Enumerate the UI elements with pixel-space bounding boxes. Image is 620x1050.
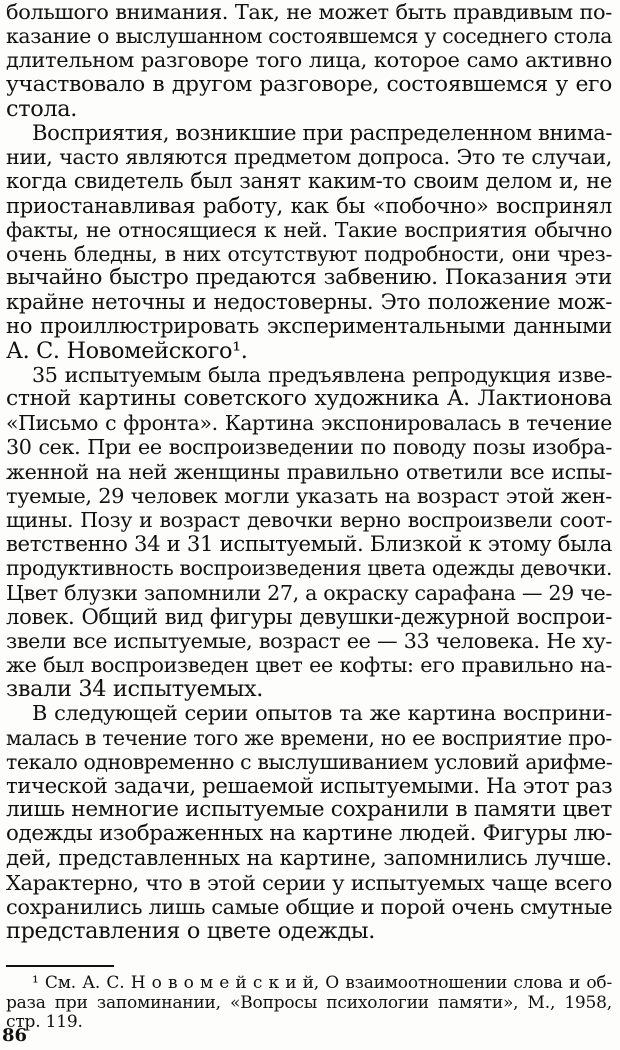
- text-line: приостанавливая работу, как бы «побочно» воспринял: [6, 193, 612, 218]
- text-line: Восприятия, возникшие при распределенном внима-: [32, 120, 612, 145]
- text-line: участвовало в другом разговоре, состоявшемся у его: [6, 72, 612, 97]
- text-line: продуктивность воспроизведения цвета одежды девочки.: [6, 556, 612, 581]
- text-line: стола.: [6, 96, 77, 121]
- page-number: 86: [2, 1025, 28, 1046]
- text-line: щины. Позу и возраст девочки верно воспроизвели соот-: [6, 507, 612, 532]
- text-line: казание о выслушанном состоявшемся у соседнего стола: [6, 24, 612, 49]
- text-line: женной на ней женщины правильно ответили все испы-: [6, 459, 612, 484]
- text-line: большого внимания. Так, не может быть правдивым по-: [6, 0, 612, 24]
- footnote-line: стр. 119.: [6, 1013, 83, 1033]
- text-line: В следующей серии опытов та же картина восприни-: [32, 701, 612, 726]
- text-line: ветственно 34 и 31 испытуемый. Близкой к этому была: [6, 532, 612, 557]
- text-line: одежды изображенных на картине людей. Фигуры лю-: [6, 822, 612, 847]
- text-line: факты, не относящиеся к ней. Такие восприятия обычно: [6, 217, 612, 242]
- text-line: малась в течение того же времени, но ее восприятие про-: [6, 725, 612, 750]
- footnote: [6, 974, 612, 1033]
- text-line: сохранились лишь самые общие и порой очень смутные: [6, 894, 612, 919]
- text-line: вычайно быстро предаются забвению. Показания эти: [6, 266, 612, 291]
- text-line: тической задачи, решаемой испытуемыми. На этот раз: [6, 774, 612, 798]
- text-line: 30 сек. При ее воспроизведении по поводу позы изобра-: [6, 435, 612, 460]
- text-line: крайне неточны и недостоверны. Это положение мож-: [6, 290, 612, 315]
- text-line: представления о цвете одежды.: [6, 919, 376, 944]
- text-line: туемые, 29 человек могли указать на возраст этой жен-: [6, 483, 612, 508]
- footnote-line: ¹ См. А. С. Н о в о м е й с к и й, О взаимоотношении слова и об-: [32, 974, 612, 993]
- footnote-separator: [6, 965, 114, 967]
- text-line: 35 испытуемым была предъявлена репродукция изве-: [32, 362, 612, 387]
- text-line: текало одновременно с выслушиванием условий арифме-: [6, 749, 612, 774]
- text-line: лишь немногие испытуемые сохранили в памяти цвет: [6, 798, 612, 823]
- text-line: звели все испытуемые, возраст ее — 33 человека. Не ху-: [6, 628, 612, 653]
- text-line: дей, представленных на картине, запомнились лучше.: [6, 846, 612, 871]
- footnote-line: раза при запоминании, «Вопросы психологии памяти», М., 1958,: [6, 993, 612, 1013]
- text-line: Цвет блузки запомнили 27, а окраску сарафана — 29 че-: [6, 580, 612, 605]
- text-line: стной картины советского художника А. Лактионова: [6, 387, 612, 411]
- text-line: когда свидетель был занят каким-то своим делом и, не: [6, 169, 612, 194]
- text-line: А. С. Новомейского¹.: [6, 338, 248, 363]
- text-line: звали 34 испытуемых.: [6, 677, 264, 702]
- body-text: [6, 0, 612, 943]
- text-line: длительном разговоре того лица, которое само активно: [6, 48, 612, 73]
- text-line: же был воспроизведен цвет ее кофты: его правильно на-: [6, 653, 612, 678]
- text-line: «Письмо с фронта». Картина экспонировалась в течение: [6, 411, 612, 436]
- text-line: ловек. Общий вид фигуры девушки-дежурной воспрои-: [6, 604, 612, 629]
- text-line: Характерно, что в этой серии у испытуемых чаще всего: [6, 870, 612, 895]
- text-line: но проиллюстрировать экспериментальными данными: [6, 314, 612, 339]
- text-line: очень бледны, в них отсутствуют подробности, они чрез-: [6, 241, 612, 266]
- text-line: нии, часто являются предметом допроса. Это те случаи,: [6, 145, 612, 170]
